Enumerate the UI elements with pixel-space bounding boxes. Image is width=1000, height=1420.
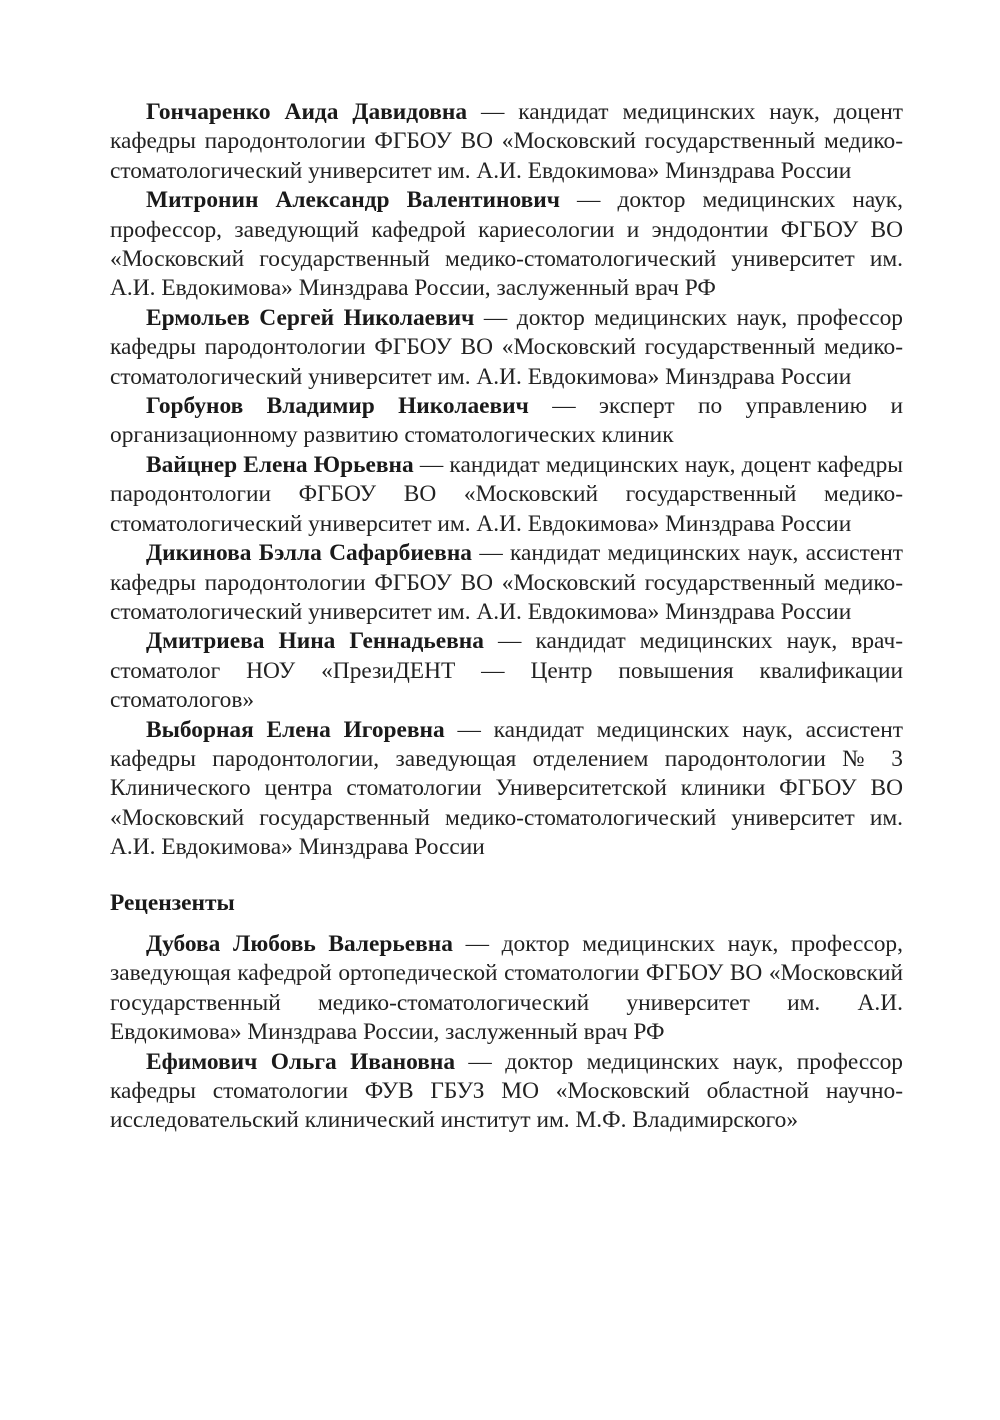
author-description: — кандидат медицинских наук, ассистент кафедры пародонтологии ФГБОУ ВО «Московский государственный медико-стоматологический университет им. А.И. Евдокимова» Минздрава России — [110, 540, 903, 625]
reviewer-description: — доктор медицинских наук, профессор, заведующая кафедрой ортопедической стоматологии ФГБОУ ВО «Московский государственный медико-стоматологический университет им. А.И. Евдокимова» Минздрава России, заслуженный врач РФ — [110, 930, 903, 1046]
author-name: Митронин Александр Валентинович — [146, 187, 560, 214]
author-description: — кандидат медицинских наук, врач-стоматолог НОУ «ПрезиДЕНТ — Центр повышения квалификации стоматологов» — [110, 628, 904, 714]
author-name: Вайцнер Елена Юрьевна — [146, 451, 414, 478]
author-description: — кандидат медицинских наук, ассистент кафедры пародонтологии, заведующая отделением пародонтологии № 3 Клинического центра стоматологии Университетской клиники ФГБОУ ВО «Московский государственный медико-стоматологический университет им. А.И. Евдокимова» Минздрава России — [110, 716, 903, 861]
author-entry — [110, 98, 903, 186]
author-description: — доктор медицинских наук, профессор, заведующий кафедрой кариесологии и эндодонтии ФГБОУ ВО «Московский государственный медико-стоматологический университет им. А.И. Евдокимова» Минздрава России, заслуженный врач РФ — [110, 187, 903, 302]
author-entry — [110, 392, 903, 451]
author-description: — кандидат медицинских наук, доцент кафедры пародонтологии ФГБОУ ВО «Московский государственный медико-стоматологический университет им. А.И. Евдокимова» Минздрава России — [110, 451, 903, 537]
authors-list — [110, 98, 903, 863]
author-name: Гончаренко Аида Давидовна — [146, 99, 468, 125]
author-entry — [110, 627, 903, 715]
author-entry — [110, 451, 903, 539]
author-description: — кандидат медицинских наук, доцент кафедры пародонтологии ФГБОУ ВО «Московский государственный медико-стоматологический университет им. А.И. Евдокимова» Минздрава России — [110, 99, 903, 184]
reviewers-heading: Рецензенты — [110, 889, 235, 916]
author-name: Выборная Елена Игоревна — [146, 716, 445, 743]
reviewers-list — [110, 930, 903, 1136]
reviewer-entry — [110, 1048, 903, 1136]
author-name: Дмитриева Нина Геннадьевна — [146, 628, 484, 655]
author-name: Дикинова Бэлла Сафарбиевна — [146, 540, 472, 567]
reviewer-name: Ефимович Ольга Ивановна — [146, 1048, 456, 1075]
author-entry — [110, 186, 903, 304]
author-description: — доктор медицинских наук, профессор кафедры пародонтологии ФГБОУ ВО «Московский государственный медико-стоматологический университет им. А.И. Евдокимова» Минздрава России — [110, 304, 903, 390]
author-name: Горбунов Владимир Николаевич — [146, 393, 529, 420]
author-name: Ермольев Сергей Николаевич — [146, 304, 475, 331]
reviewer-description: — доктор медицинских наук, профессор кафедры стоматологии ФУВ ГБУЗ МО «Московский областной научно-исследовательский клинический институт им. М.Ф. Владимирского» — [110, 1048, 903, 1134]
author-entry — [110, 716, 903, 863]
author-entry — [110, 539, 903, 627]
author-entry — [110, 304, 903, 392]
author-description: — эксперт по управлению и организационному развитию стоматологических клиник — [110, 393, 903, 449]
reviewer-name: Дубова Любовь Валерьевна — [146, 930, 453, 957]
reviewer-entry — [110, 930, 903, 1048]
document-page — [110, 98, 903, 1136]
